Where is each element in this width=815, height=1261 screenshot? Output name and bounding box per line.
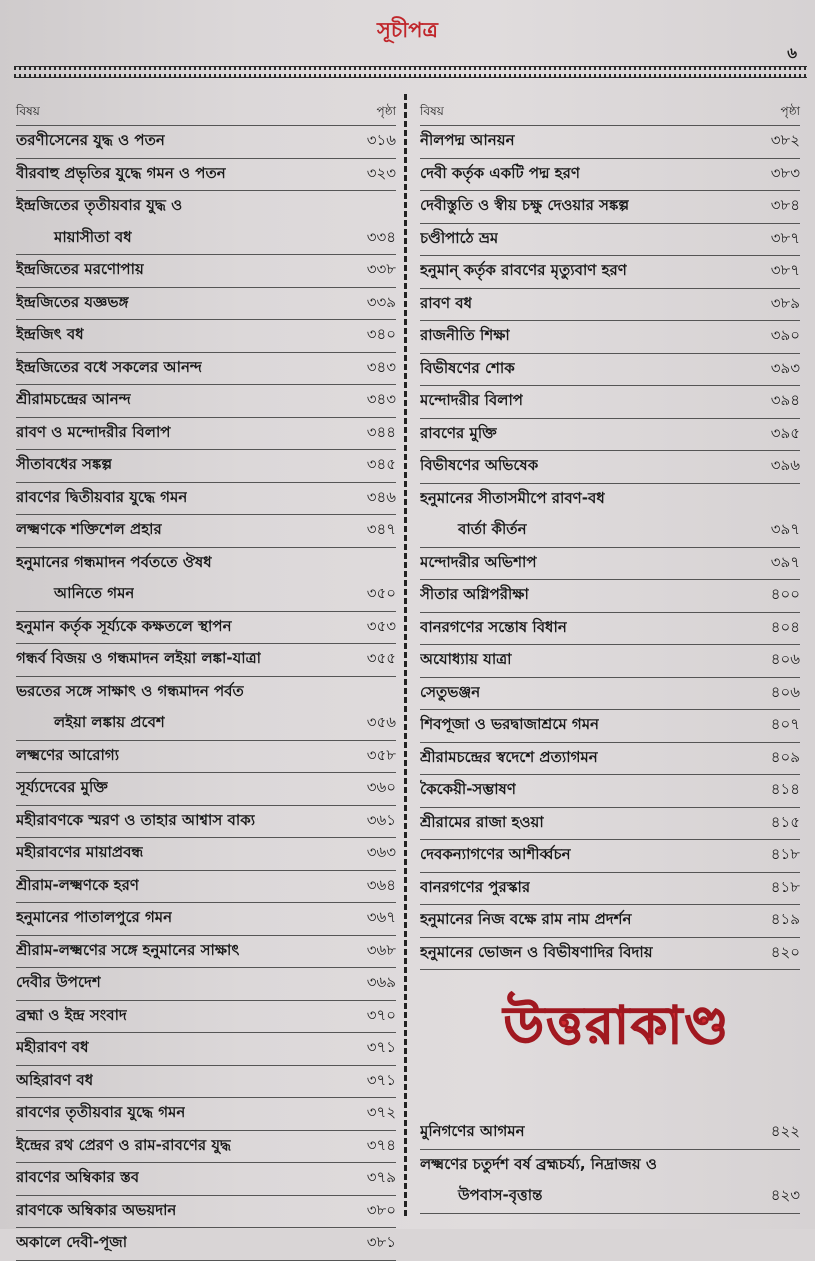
toc-entry-title: হনুমান কর্তৃক সূর্য্যকে কক্ষতলে স্থাপন [16,616,232,635]
toc-entry-title: রাবণ ও মন্দোদরীর বিলাপ [16,422,171,441]
toc-entry-title: লইয়া লঙ্কায় প্রবেশ [54,713,165,732]
toc-entry-page: ৪১৮ [770,877,800,896]
toc-entry [16,903,396,936]
toc-entry-title: শ্রীরাম-লক্ষ্মণের সঙ্গে হনুমানের সাক্ষাৎ [16,940,240,959]
column-divider [404,94,407,1219]
toc-entry-title: হনুমানের নিজ বক্ষে রাম নাম প্রদর্শন [420,910,632,929]
toc-entry-title: রাবণকে অম্বিকার অভয়দান [16,1200,177,1219]
toc-entry-page: ৩৪৩ [366,357,396,376]
toc-entry-page: ৩৯৭ [770,552,800,571]
toc-entry-page: ৪১৯ [770,910,800,929]
toc-entry [16,548,396,580]
toc-entry [420,873,800,906]
toc-entry-page: ৩৬৮ [366,940,396,959]
toc-entry-page: ৩৪৫ [366,455,396,474]
toc-entry-page: ৩৫৫ [366,649,396,668]
toc-entry [16,320,396,353]
toc-entry-page: ৪০৬ [770,650,800,669]
right-column [420,103,800,970]
toc-entry-page: ৩৫৩ [366,616,396,635]
toc-entry-title: অকালে দেবী-পূজা [16,1233,128,1252]
toc-entry-title: মন্দোদরীর অভিশাপ [420,552,537,571]
toc-entry [16,1033,396,1066]
toc-entry-title: বানরগণের পুরস্কার [420,877,531,896]
toc-entry-title: বীরবাহু প্রভৃতির যুদ্ধে গমন ও পতন [16,163,226,182]
toc-entry [420,419,800,452]
section-title: উত্তরাকাণ্ড [503,996,731,1056]
toc-entry-title: শিবপূজা ও ভরদ্বাজাশ্রমে গমন [420,715,600,734]
toc-entry-title: হনুমানের পাতালপুরে গমন [16,908,173,927]
toc-entry-title: রাজনীতি শিক্ষা [420,326,510,345]
toc-entry [16,1001,396,1034]
toc-entry [16,838,396,871]
toc-entry-title: ব্রহ্মা ও ইন্দ্র সংবাদ [16,1005,127,1024]
toc-entry [420,905,800,938]
toc-entry-page: ৪০৬ [770,682,800,701]
toc-entry [420,256,800,289]
header-ornament-border [14,66,807,78]
toc-entry [420,515,800,548]
toc-entry-title: রাবণ বধ [420,293,472,312]
toc-entry-page: ৩৩৮ [366,260,396,279]
toc-entry [16,644,396,677]
toc-entry [16,677,396,709]
toc-entry [16,612,396,645]
toc-entry [420,580,800,613]
right-toc-list [420,126,800,970]
toc-entry-page: ৩৯০ [770,326,800,345]
toc-entry [16,385,396,418]
toc-entry [420,321,800,354]
toc-entry-title: শ্রীরামচন্দ্রের স্বদেশে প্রত্যাগমন [420,747,598,766]
toc-entry-title: গন্ধর্ব বিজয় ও গন্ধমাদন লইয়া লঙ্কা-যাত্রা [16,649,261,668]
toc-entry-page: ৩৪৩ [366,390,396,409]
toc-entry [420,191,800,224]
toc-entry [420,678,800,711]
toc-entry-page: ৩৯৪ [770,391,800,410]
toc-entry-page: ৩৮৪ [770,196,800,215]
toc-entry [16,126,396,159]
toc-entry-title: দেবীর উপদেশ [16,973,101,992]
toc-entry [420,354,800,387]
toc-entry-page: ৪১৫ [770,812,800,831]
toc-entry [16,968,396,1001]
toc-entry-title: হনুমানের গন্ধমাদন পর্বততে ঔষধ [16,552,212,571]
toc-entry [16,223,396,256]
toc-entry-page: ৩৮২ [770,131,800,150]
toc-entry [16,579,396,612]
toc-entry-title: সীতাবধের সঙ্কল্প [16,455,113,474]
toc-entry [16,515,396,548]
toc-entry [420,159,800,192]
toc-entry-page: ৩৫৬ [366,713,396,732]
toc-entry-title: ইন্দ্রজিতের তৃতীয়বার যুদ্ধ ও [16,196,183,215]
toc-entry-page: ৩৯৫ [770,423,800,442]
toc-entry-page: ৩৬১ [366,810,396,829]
toc-entry-page: ৩৭৯ [366,1168,396,1187]
toc-entry [420,645,800,678]
toc-entry [16,1098,396,1131]
right-column-header [420,103,800,126]
left-column [16,103,396,1261]
toc-entry-title: রাবণের তৃতীয়বার যুদ্ধে গমন [16,1103,186,1122]
toc-entry-title: দেবীস্তুতি ও স্বীয় চক্ষু দেওয়ার সঙ্কল্প [420,196,630,215]
toc-entry-page: ৩২৩ [366,163,396,182]
toc-entry-title: সীতার অগ্নিপরীক্ষা [420,585,529,604]
toc-entry-page: ৪২০ [770,942,800,961]
toc-entry-title: শ্রীরামের রাজা হওয়া [420,812,544,831]
section-toc [420,1117,800,1214]
toc-entry-page: ৩৭১ [366,1070,396,1089]
toc-entry [16,483,396,516]
toc-entry-title: অযোধ্যায় যাত্রা [420,650,512,669]
toc-entry-page: ৩৩৪ [366,227,396,246]
toc-entry [16,1163,396,1196]
toc-entry-title: বিভীষণের শোক [420,358,515,377]
toc-entry-page: ৩৪৭ [366,520,396,539]
toc-entry-title: উপবাস-বৃত্তান্ত [458,1186,543,1205]
toc-entry [420,840,800,873]
toc-entry [420,548,800,581]
toc-entry-page: ৩৭১ [366,1038,396,1057]
toc-entry-title: অহিরাবণ বধ [16,1070,94,1089]
toc-entry [420,1181,800,1214]
toc-entry [16,255,396,288]
toc-entry-page: ৩৮৭ [770,261,800,280]
toc-entry [420,1117,800,1150]
toc-entry-page: ৩৮৩ [770,163,800,182]
toc-entry-page: ৩৮১ [366,1233,396,1252]
toc-entry-page: ৩৫৮ [366,745,396,764]
toc-entry [420,126,800,159]
toc-entry-title: সূর্য্যদেবের মুক্তি [16,778,108,797]
toc-entry-title: বার্তা কীর্তন [458,520,527,539]
toc-entry-page: ৩৯৭ [770,520,800,539]
toc-entry [420,224,800,257]
toc-entry-page: ৩৯৩ [770,358,800,377]
left-toc-list [16,126,396,1261]
toc-entry [16,353,396,386]
toc-entry-page: ৩৪০ [366,325,396,344]
toc-entry-title: লক্ষ্মণের চতুর্দশ বর্ষ ব্রহ্মচর্য্য, নিদ্রাজয় ও [420,1154,657,1173]
toc-entry [420,484,800,516]
toc-entry-title: মুনিগণের আগমন [420,1122,525,1141]
toc-entry-page: ৩৪৪ [366,422,396,441]
toc-entry-title: লক্ষ্মণের আরোগ্য [16,745,120,764]
toc-entry-page: ৩৪৬ [366,487,396,506]
toc-entry-title: হনুমান্‌ কর্তৃক রাবণের মৃত্যুবাণ হরণ [420,261,627,280]
toc-entry [420,613,800,646]
toc-entry-page: ৩৭০ [366,1005,396,1024]
toc-entry-title: রাবণের মুক্তি [420,423,497,442]
toc-entry-page: ৩৯৬ [770,456,800,475]
toc-entry-page: ৪২৩ [770,1186,800,1205]
page-title: সূচীপত্র [377,18,438,42]
toc-entry-page: ৪০৪ [770,617,800,636]
toc-entry [16,1196,396,1229]
toc-entry-title: রাবণের দ্বিতীয়বার যুদ্ধে গমন [16,487,188,506]
toc-entry-title: চণ্ডীপাঠে ভ্রম [420,228,499,247]
toc-entry-title: দেবকন্যাগণের আশীর্ব্বচন [420,845,571,864]
toc-entry-title: মন্দোদরীর বিলাপ [420,391,523,410]
toc-entry [420,386,800,419]
toc-entry-page: ৩৭৪ [366,1135,396,1154]
page-heading: পৃষ্ঠা [376,104,396,118]
toc-entry [16,1066,396,1099]
toc-entry [420,775,800,808]
toc-entry-page: ৩৮৯ [770,293,800,312]
toc-entry-title: বানরগণের সন্তোষ বিধান [420,617,567,636]
toc-entry [16,159,396,192]
toc-entry-title: মহীরাবণের মায়াপ্রবন্ধ [16,843,144,862]
toc-entry [420,710,800,743]
toc-entry-title: লক্ষ্মণকে শক্তিশেল প্রহার [16,520,162,539]
toc-entry [16,806,396,839]
toc-entry [16,1228,396,1261]
toc-entry-page: ৩৫০ [366,584,396,603]
toc-entry-title: ভরতের সঙ্গে সাক্ষাৎ ও গন্ধমাদন পর্বত [16,681,244,700]
toc-entry-title: শ্রীরামচন্দ্রের আনন্দ [16,390,131,409]
toc-entry-page: ৩৬৯ [366,973,396,992]
toc-entry [16,1131,396,1164]
toc-entry-title: তরণীসেনের যুদ্ধ ও পতন [16,131,165,150]
toc-entry-page: ৩৮৭ [770,228,800,247]
toc-entry-page: ৩১৬ [366,131,396,150]
subject-heading: বিষয় [16,104,40,118]
toc-entry [16,418,396,451]
toc-entry-page: ৩৮০ [366,1200,396,1219]
toc-entry-page: ৪২২ [770,1122,800,1141]
toc-entry [420,289,800,322]
toc-entry [16,936,396,969]
toc-entry-title: দেবী কর্তৃক একটি পদ্ম হরণ [420,163,580,182]
toc-entry-title: হনুমানের সীতাসমীপে রাবণ-বধ [420,488,605,507]
toc-entry-title: বিভীষণের অভিষেক [420,456,539,475]
toc-entry [16,288,396,321]
toc-entry-page: ৩৩৯ [366,292,396,311]
toc-entry [420,1150,800,1182]
toc-entry-page: ৪১৮ [770,845,800,864]
section-toc-list [420,1117,800,1214]
subject-heading: বিষয় [420,104,444,118]
toc-entry-title: ইন্দ্রজিতের বধে সকলের আনন্দ [16,357,202,376]
toc-entry-title: মহীরাবণ বধ [16,1038,89,1057]
toc-entry-page: ৪০০ [770,585,800,604]
toc-entry-page: ৪১৪ [770,780,800,799]
toc-entry [420,808,800,841]
toc-entry-page: ৩৬৪ [366,875,396,894]
toc-entry-title: মহীরাবণকে স্মরণ ও তাহার আশ্বাস বাক্য [16,810,256,829]
toc-entry-title: নীলপদ্ম আনয়ন [420,131,515,150]
toc-entry-title: কৈকেয়ী-সম্ভাষণ [420,780,516,799]
toc-entry-title: ইন্দ্রজিতের মরণোপায় [16,260,144,279]
left-column-header [16,103,396,126]
page-heading: পৃষ্ঠা [780,104,800,118]
toc-entry-page: ৩৬০ [366,778,396,797]
toc-entry-title: ইন্দ্রজিতের যজ্ঞভঙ্গ [16,292,129,311]
toc-entry [16,450,396,483]
toc-entry-page: ৩৬৭ [366,908,396,927]
toc-entry-title: আনিতে গমন [54,584,135,603]
toc-entry-title: মায়াসীতা বধ [54,227,132,246]
toc-entry-title: হনুমানের ভোজন ও বিভীষণাদির বিদায় [420,942,653,961]
toc-entry-title: সেতুভঞ্জন [420,682,481,701]
toc-entry-title: শ্রীরাম-লক্ষ্মণকে হরণ [16,875,139,894]
toc-entry-page: ৪০৭ [770,715,800,734]
toc-entry [16,741,396,774]
page-number: ৬ [787,44,797,62]
toc-entry-page: ৩৬৩ [366,843,396,862]
toc-entry [16,871,396,904]
toc-entry [420,938,800,971]
toc-entry [420,451,800,484]
toc-entry-page: ৩৭২ [366,1103,396,1122]
toc-entry-title: ইন্দ্রের রথ প্রেরণ ও রাম-রাবণের যুদ্ধ [16,1135,232,1154]
toc-entry-title: রাবণের অম্বিকার স্তব [16,1168,140,1187]
toc-entry-title: ইন্দ্রজিৎ বধ [16,325,84,344]
toc-entry [420,743,800,776]
toc-entry-page: ৪০৯ [770,747,800,766]
toc-entry [16,708,396,741]
toc-entry [16,191,396,223]
toc-entry [16,773,396,806]
